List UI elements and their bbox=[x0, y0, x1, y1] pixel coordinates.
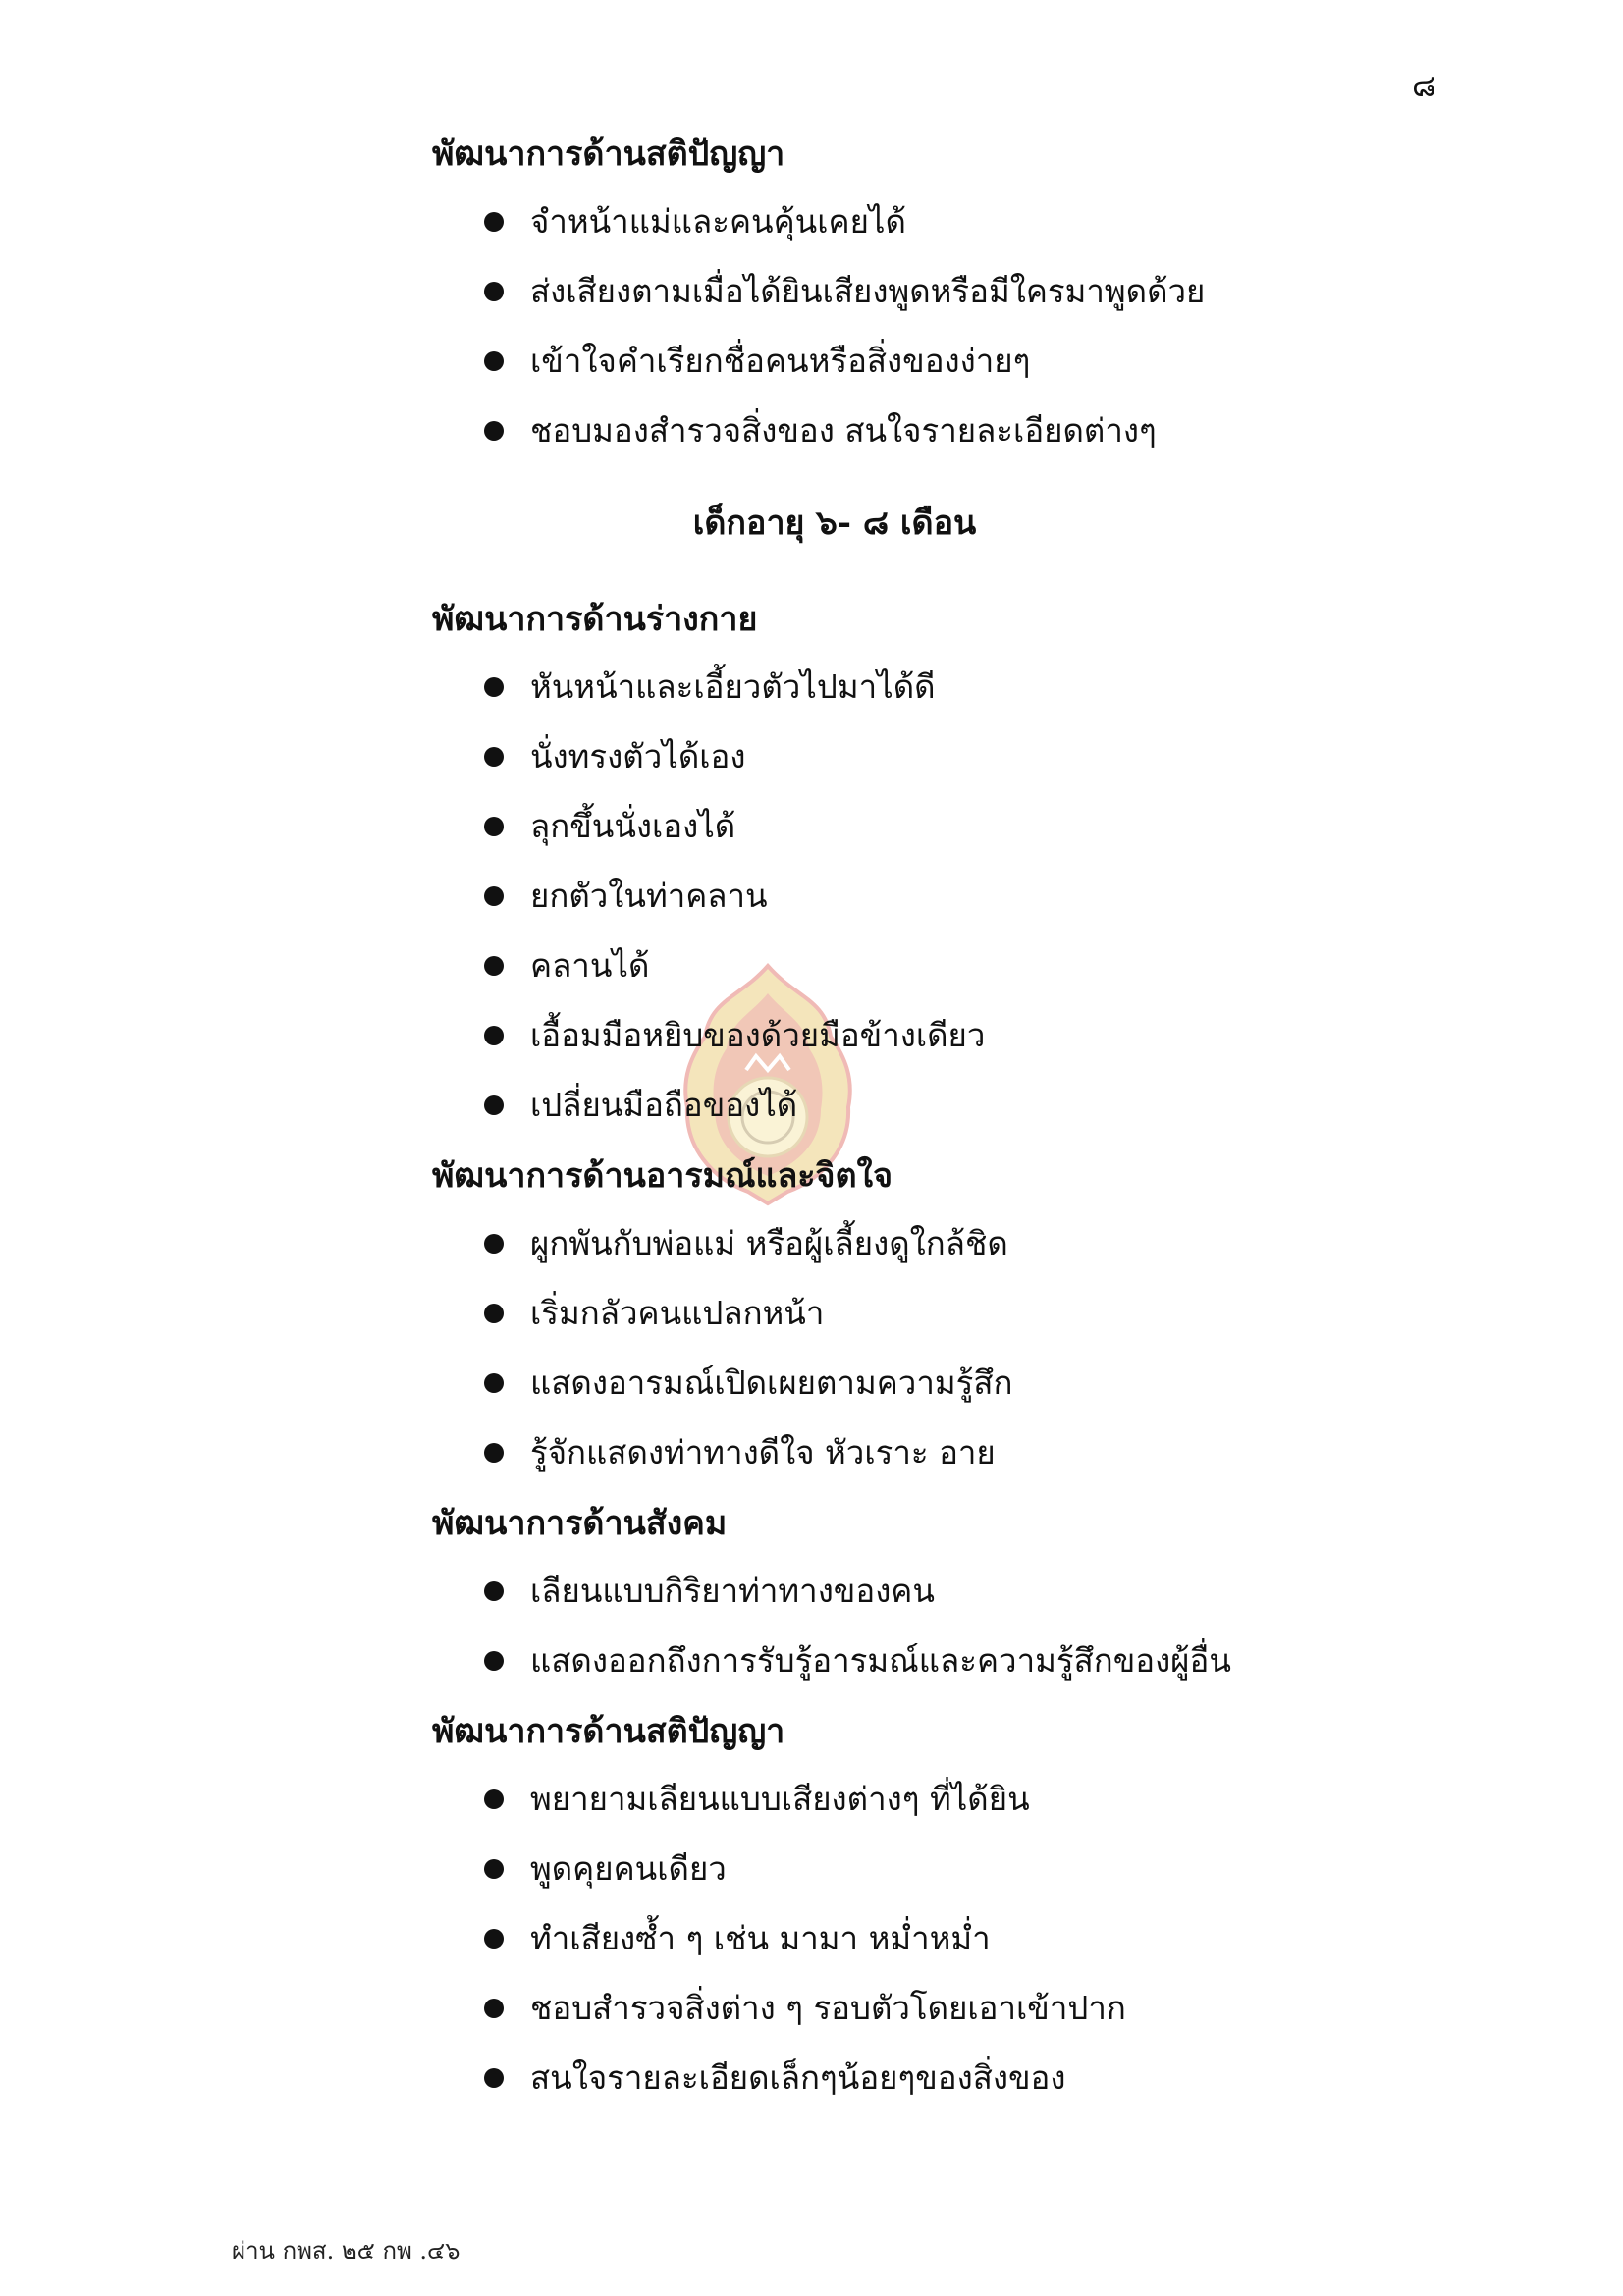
bullet-icon bbox=[484, 2068, 504, 2088]
bullet-icon bbox=[484, 1999, 504, 2018]
section-physical bbox=[432, 591, 1512, 1148]
bullet-icon bbox=[484, 212, 504, 232]
bullet-icon bbox=[484, 1789, 504, 1809]
bullet-icon bbox=[484, 956, 504, 976]
list-item: ชอบมองสำรวจสิ่งของ สนใจรายละเอียดต่างๆ bbox=[432, 403, 1512, 473]
bullet-icon bbox=[484, 747, 504, 767]
section-heading: พัฒนาการด้านอารมณ์และจิตใจ bbox=[432, 1156, 893, 1196]
bullet-icon bbox=[484, 817, 504, 836]
bullet-icon bbox=[484, 1234, 504, 1254]
list-item: ส่งเสียงตามเมื่อได้ยินเสียงพูดหรือมีใครมาพูดด้วย bbox=[432, 264, 1512, 334]
list-item: ชอบสำรวจสิ่งต่าง ๆ รอบตัวโดยเอาเข้าปาก bbox=[432, 1981, 1512, 2051]
section-heading: พัฒนาการด้านสติปัญญา bbox=[432, 134, 785, 174]
section-social bbox=[432, 1495, 1512, 1703]
bullet-icon bbox=[484, 421, 504, 441]
bullet-list bbox=[432, 1216, 1512, 1495]
bullet-icon bbox=[484, 1929, 504, 1949]
bullet-list bbox=[432, 1564, 1512, 1703]
list-item: เริ่มกลัวคนแปลกหน้า bbox=[432, 1286, 1512, 1356]
bullet-icon bbox=[484, 351, 504, 371]
document-body bbox=[432, 126, 1512, 2120]
bullet-icon bbox=[484, 886, 504, 906]
list-item: เลียนแบบกิริยาท่าทางของคน bbox=[432, 1564, 1512, 1633]
bullet-icon bbox=[484, 1304, 504, 1323]
list-item: สนใจรายละเอียดเล็กๆน้อยๆของสิ่งของ bbox=[432, 2051, 1512, 2120]
list-item: แสดงอารมณ์เปิดเผยตามความรู้สึก bbox=[432, 1356, 1512, 1425]
list-item: เปลี่ยนมือถือของได้ bbox=[432, 1078, 1512, 1148]
list-item: แสดงออกถึงการรับรู้อารมณ์และความรู้สึกของผู้อื่น bbox=[432, 1633, 1512, 1703]
bullet-list bbox=[432, 1772, 1512, 2120]
bullet-icon bbox=[484, 1443, 504, 1463]
bullet-icon bbox=[484, 1026, 504, 1045]
section-heading: พัฒนาการด้านสติปัญญา bbox=[432, 1712, 785, 1751]
list-item: นั่งทรงตัวได้เอง bbox=[432, 729, 1512, 799]
list-item: เอื้อมมือหยิบของด้วยมือข้างเดียว bbox=[432, 1008, 1512, 1078]
bullet-list bbox=[432, 660, 1512, 1148]
list-item: พูดคุยคนเดียว bbox=[432, 1842, 1512, 1911]
list-item: พยายามเลียนแบบเสียงต่างๆ ที่ได้ยิน bbox=[432, 1772, 1512, 1842]
list-item: ทำเสียงซ้ำ ๆ เช่น มามา หม่ำหม่ำ bbox=[432, 1911, 1512, 1981]
section-cognitive-6-8 bbox=[432, 1703, 1512, 2120]
bullet-icon bbox=[484, 677, 504, 697]
age-title: เด็กอายุ ๖- ๘ เดือน bbox=[692, 504, 977, 543]
section-cognitive-0-4 bbox=[432, 126, 1512, 473]
section-heading: พัฒนาการด้านสังคม bbox=[432, 1504, 728, 1543]
list-item: เข้าใจคำเรียกชื่อคนหรือสิ่งของง่ายๆ bbox=[432, 334, 1512, 403]
list-item: คลานได้ bbox=[432, 938, 1512, 1008]
page-number: ๘ bbox=[1412, 67, 1436, 104]
bullet-icon bbox=[484, 1373, 504, 1393]
bullet-icon bbox=[484, 282, 504, 301]
list-item: หันหน้าและเอี้ยวตัวไปมาได้ดี bbox=[432, 660, 1512, 729]
footer-note: ผ่าน กพส. ๒๕ กพ .๔๖ bbox=[232, 2237, 460, 2265]
bullet-list bbox=[432, 194, 1512, 473]
bullet-icon bbox=[484, 1095, 504, 1115]
list-item: รู้จักแสดงท่าทางดีใจ หัวเราะ อาย bbox=[432, 1425, 1512, 1495]
bullet-icon bbox=[484, 1581, 504, 1601]
section-emotional bbox=[432, 1148, 1512, 1495]
list-item: ลุกขึ้นนั่งเองได้ bbox=[432, 799, 1512, 869]
list-item: จำหน้าแม่และคนคุ้นเคยได้ bbox=[432, 194, 1512, 264]
section-heading: พัฒนาการด้านร่างกาย bbox=[432, 600, 758, 639]
list-item: ยกตัวในท่าคลาน bbox=[432, 869, 1512, 938]
bullet-icon bbox=[484, 1651, 504, 1671]
bullet-icon bbox=[484, 1859, 504, 1879]
list-item: ผูกพันกับพ่อแม่ หรือผู้เลี้ยงดูใกล้ชิด bbox=[432, 1216, 1512, 1286]
